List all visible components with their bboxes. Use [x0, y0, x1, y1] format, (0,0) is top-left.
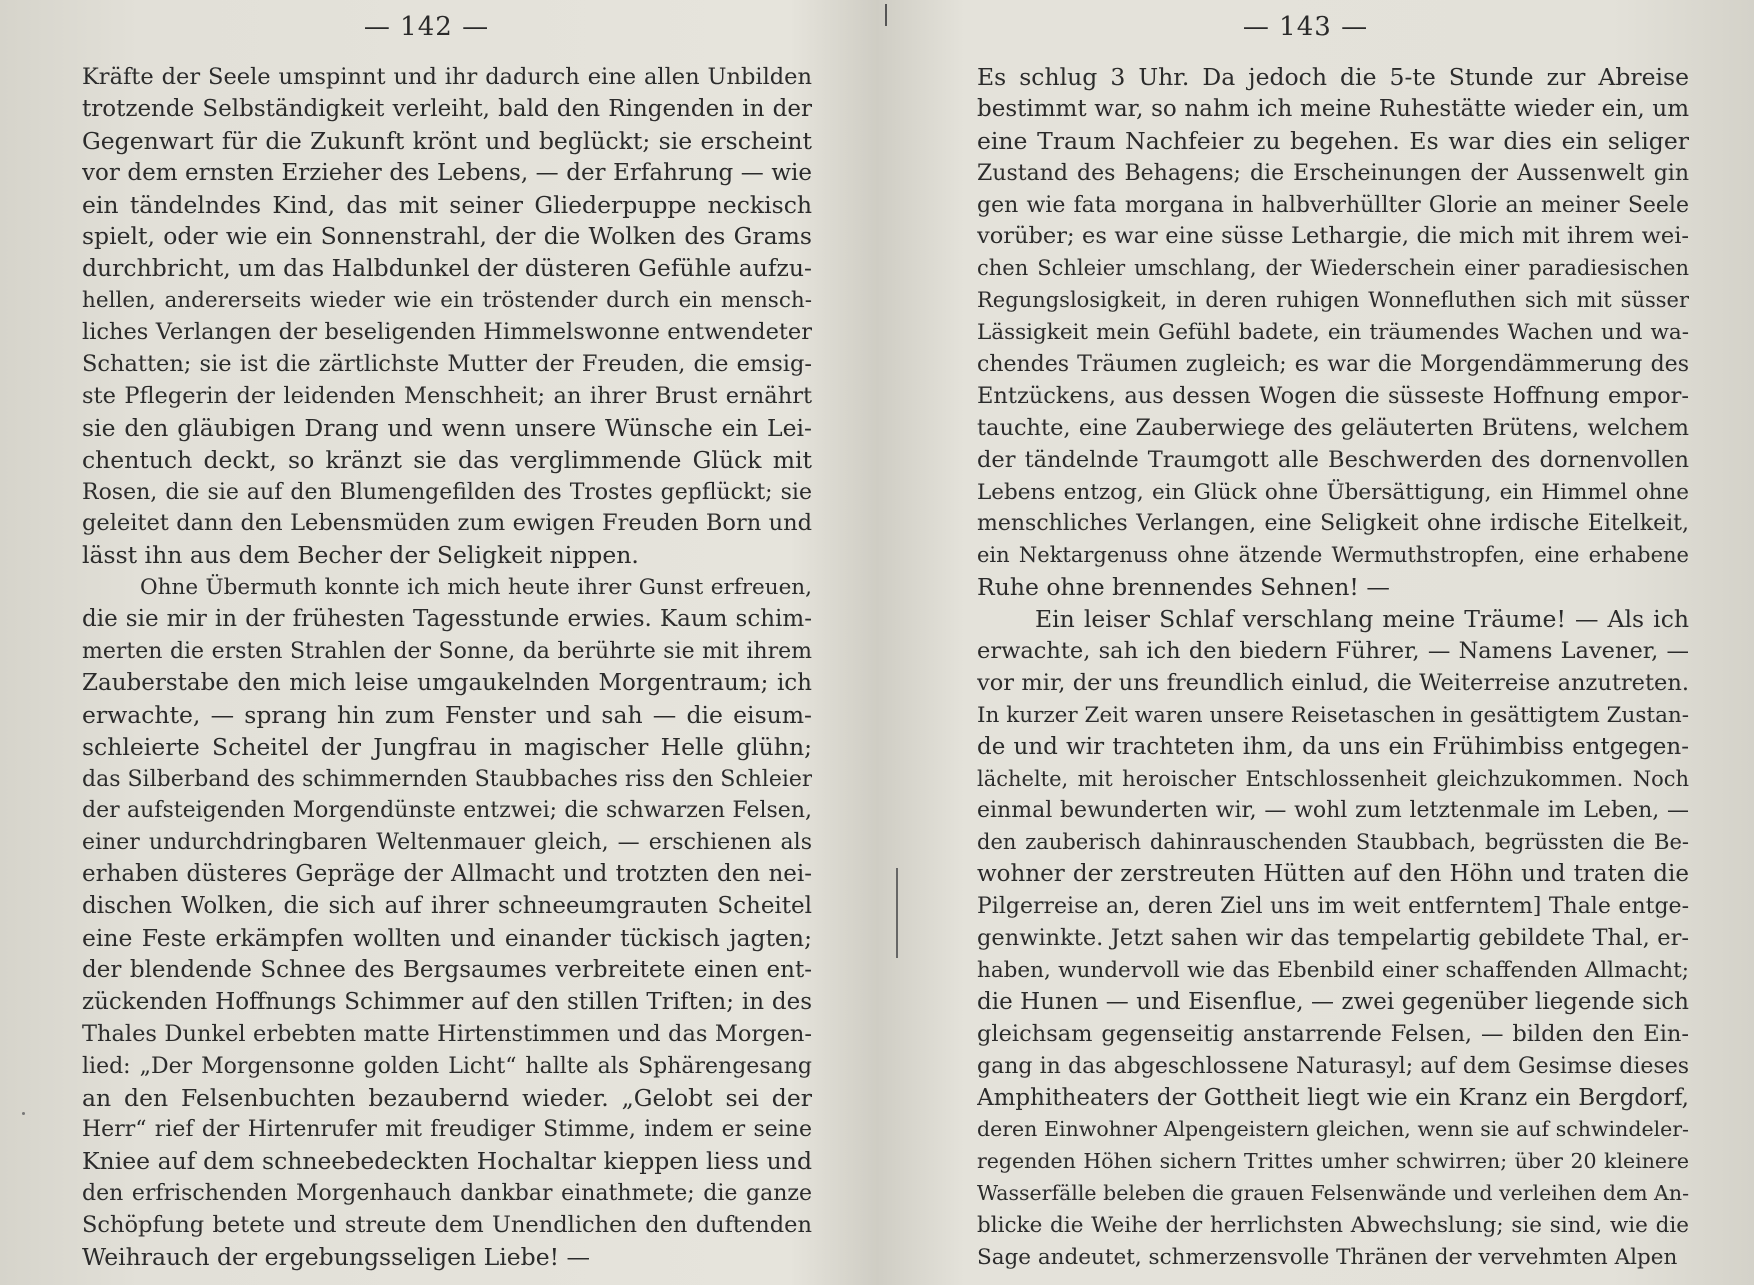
right-page-text: [977, 62, 1689, 1274]
text-line: Zauberstabe den mich leise umgaukelnden Morgentraum; ich: [82, 669, 812, 696]
text-line: Lebens entzog, ein Glück ohne Übersättigung, ein Himmel ohne: [977, 479, 1689, 505]
text-line: liches Verlangen der beseligenden Himmelswonne entwendeter: [82, 319, 812, 346]
text-line: vor mir, der uns freundlich einlud, die Weiterreise anzutreten.: [977, 669, 1689, 696]
text-line: Thales Dunkel erbebten matte Hirtenstimmen und das Morgen-: [82, 1020, 812, 1047]
text-line: blicke die Weihe der herrlichsten Abwechslung; sie sind, wie die: [977, 1213, 1689, 1239]
text-line: de und wir trachteten ihm, da uns ein Frühimbiss entgegen-: [977, 733, 1689, 760]
text-line: der tändelnde Traumgott alle Beschwerden des dornenvollen: [977, 446, 1689, 473]
text-line: Lässigkeit mein Gefühl badete, ein träumendes Wachen und wa-: [977, 320, 1689, 346]
text-line: Sage andeutet, schmerzensvolle Thränen der vervehmten Alpen: [977, 1244, 1678, 1270]
text-line: hellen, andererseits wieder wie ein tröstender durch ein mensch-: [82, 288, 812, 314]
text-line: Kniee auf dem schneebedeckten Hochaltar kieppen liess und: [82, 1147, 812, 1176]
text-line: deren Einwohner Alpengeistern gleichen, wenn sie auf schwindeler-: [977, 1117, 1689, 1142]
text-line: regenden Höhen sichern Trittes umher schwirren; über 20 kleinere: [977, 1149, 1689, 1174]
text-line: Es schlug 3 Uhr. Da jedoch die 5-te Stunde zur Abreise: [977, 63, 1689, 91]
text-line: Zustand des Behagens; die Erscheinungen der Aussenwelt gin: [977, 160, 1689, 186]
text-line: Schatten; sie ist die zärtlichste Mutter der Freuden, die emsig-: [82, 351, 812, 378]
text-line: Gegenwart für die Zukunft krönt und beglückt; sie erscheint: [82, 126, 812, 155]
text-line: genwinkte. Jetzt sahen wir das tempelartig gebildete Thal, er-: [977, 925, 1689, 952]
text-line: die sie mir in der frühesten Tagesstunde erwies. Kaum schim-: [82, 606, 812, 633]
text-line: chendes Träumen zugleich; es war die Morgendämmerung des: [977, 352, 1689, 378]
text-line: erwachte, sah ich den biedern Führer, — Namens Lavener, —: [977, 638, 1689, 665]
text-line: das Silberband des schimmernden Staubbaches riss den Schleier: [82, 766, 812, 792]
text-line: den zauberisch dahinrauschenden Staubbach, begrüssten die Be-: [977, 830, 1689, 855]
text-line: gen wie fata morgana in halbverhüllter Glorie an meiner Seele: [977, 192, 1689, 218]
text-line: gleichsam gegenseitig anstarrende Felsen, — bilden den Ein-: [977, 1020, 1689, 1047]
text-line: durchbricht, um das Halbdunkel der düsteren Gefühle aufzu-: [82, 254, 812, 283]
text-line: zückenden Hoffnungs Schimmer auf den stillen Triften; in des: [82, 988, 812, 1015]
text-line: lied: „Der Morgensonne golden Licht“ hallte als Sphärengesang: [82, 1053, 812, 1079]
text-line: Kräfte der Seele umspinnt und ihr dadurch eine allen Unbilden: [82, 64, 812, 90]
text-line: trotzende Selbständigkeit verleiht, bald den Ringenden in der: [82, 95, 812, 122]
text-line: In kurzer Zeit waren unsere Reisetaschen in gesättigtem Zustan-: [977, 702, 1689, 728]
text-line: Weihrauch der ergebungsseligen Liebe! —: [82, 1242, 591, 1271]
text-line: Wasserfälle beleben die grauen Felsenwände und verleihen dem An-: [977, 1181, 1689, 1206]
text-line: tauchte, eine Zauberwiege des geläuterten Brütens, welchem: [977, 414, 1689, 441]
text-line: die Hunen — und Eisenflue, — zwei gegenüber liegende sich: [977, 988, 1689, 1015]
text-line: bestimmt war, so nahm ich meine Ruhestätte wieder ein, um: [977, 95, 1689, 122]
text-line: Amphitheaters der Gottheit liegt wie ein Kranz ein Bergdorf,: [977, 1084, 1689, 1111]
text-line: sie den gläubigen Drang und wenn unsere Wünsche ein Lei-: [82, 413, 812, 442]
text-line: geleitet dann den Lebensmüden zum ewigen Freuden Born und: [82, 510, 812, 537]
text-line: wohner der zerstreuten Hütten auf den Höhn und traten die: [977, 861, 1689, 888]
left-page-text: [82, 62, 812, 1274]
text-line: chentuch deckt, so kränzt sie das verglimmende Glück mit: [82, 445, 812, 474]
text-line: spielt, oder wie ein Sonnenstrahl, der die Wolken des Grams: [82, 222, 812, 251]
text-line: Ohne Übermuth konnte ich mich heute ihrer Gunst erfreuen,: [140, 575, 812, 601]
page-number-right: — 143 —: [1242, 12, 1369, 42]
text-line: merten die ersten Strahlen der Sonne, da berührte sie mit ihrem: [82, 639, 812, 665]
text-line: dischen Wolken, die sich auf ihrer schneeumgrauten Scheitel: [82, 893, 812, 920]
text-line: Herr“ rief der Hirtenrufer mit freudiger Stimme, indem er seine: [82, 1117, 812, 1143]
text-line: menschliches Verlangen, eine Seligkeit ohne irdische Eitelkeit,: [977, 511, 1689, 537]
text-line: Pilgerreise an, deren Ziel uns im weit entferntem] Thale entge-: [977, 894, 1689, 920]
text-line: schleierte Scheitel der Jungfrau in magischer Helle glühn;: [82, 732, 812, 761]
text-line: ste Pflegerin der leidenden Menschheit; an ihrer Brust ernährt: [82, 382, 812, 409]
text-line: erhaben düsteres Gepräge der Allmacht und trotzten den nei-: [82, 861, 812, 888]
text-line: eine Traum Nachfeier zu begehen. Es war dies ein seliger: [977, 126, 1689, 155]
text-line: Rosen, die sie auf den Blumengefilden des Trostes gepflückt; sie: [82, 479, 812, 505]
text-line: Entzückens, aus dessen Wogen die süsseste Hoffnung empor-: [977, 382, 1689, 409]
text-line: chen Schleier umschlang, der Wiederschein einer paradiesischen: [977, 256, 1689, 281]
text-line: vorüber; es war eine süsse Lethargie, die mich mit ihrem wei-: [977, 223, 1689, 250]
text-line: lächelte, mit heroischer Entschlossenheit gleichzukommen. Noch: [977, 766, 1689, 791]
text-line: lässt ihn aus dem Becher der Seligkeit nippen.: [82, 541, 639, 570]
text-line: einmal bewunderten wir, — wohl zum letztenmale im Leben, —: [977, 798, 1689, 824]
text-line: Regungslosigkeit, in deren ruhigen Wonnefluthen sich mit süsser: [977, 288, 1689, 313]
text-line: erwachte, — sprang hin zum Fenster und sah — die eisum-: [82, 700, 812, 729]
text-line: Schöpfung betete und streute dem Unendlichen den duftenden: [82, 1212, 812, 1239]
text-line: der aufsteigenden Morgendünste entzwei; die schwarzen Felsen,: [82, 798, 812, 824]
text-line: ein tändelndes Kind, das mit seiner Gliederpuppe neckisch: [82, 190, 812, 219]
text-line: einer undurchdringbaren Weltenmauer gleich, — erschienen als: [82, 830, 812, 856]
text-line: an den Felsenbuchten bezaubernd wieder. „Gelobt sei der: [82, 1083, 812, 1112]
text-line: ein Nektargenuss ohne ätzende Wermuthstropfen, eine erhabene: [977, 543, 1689, 568]
text-line: eine Feste erkämpfen wollten und einander tückisch jagten;: [82, 924, 812, 953]
text-line: den erfrischenden Morgenhauch dankbar einathmete; die ganze: [82, 1181, 812, 1207]
text-line: gang in das abgeschlossene Naturasyl; auf dem Gesimse dieses: [977, 1053, 1689, 1079]
text-line: Ein leiser Schlaf verschlang meine Träume! — Als ich: [1035, 605, 1689, 634]
text-line: Ruhe ohne brennendes Sehnen! —: [977, 573, 1390, 602]
page-number-left: — 142 —: [363, 12, 490, 42]
text-line: vor dem ernsten Erzieher des Lebens, — der Erfahrung — wie: [82, 159, 812, 186]
text-line: der blendende Schnee des Bergsaumes verbreitete einen ent-: [82, 956, 812, 983]
right-page: [877, 0, 1754, 1285]
text-line: haben, wundervoll wie das Ebenbild einer schaffenden Allmacht;: [977, 957, 1689, 983]
